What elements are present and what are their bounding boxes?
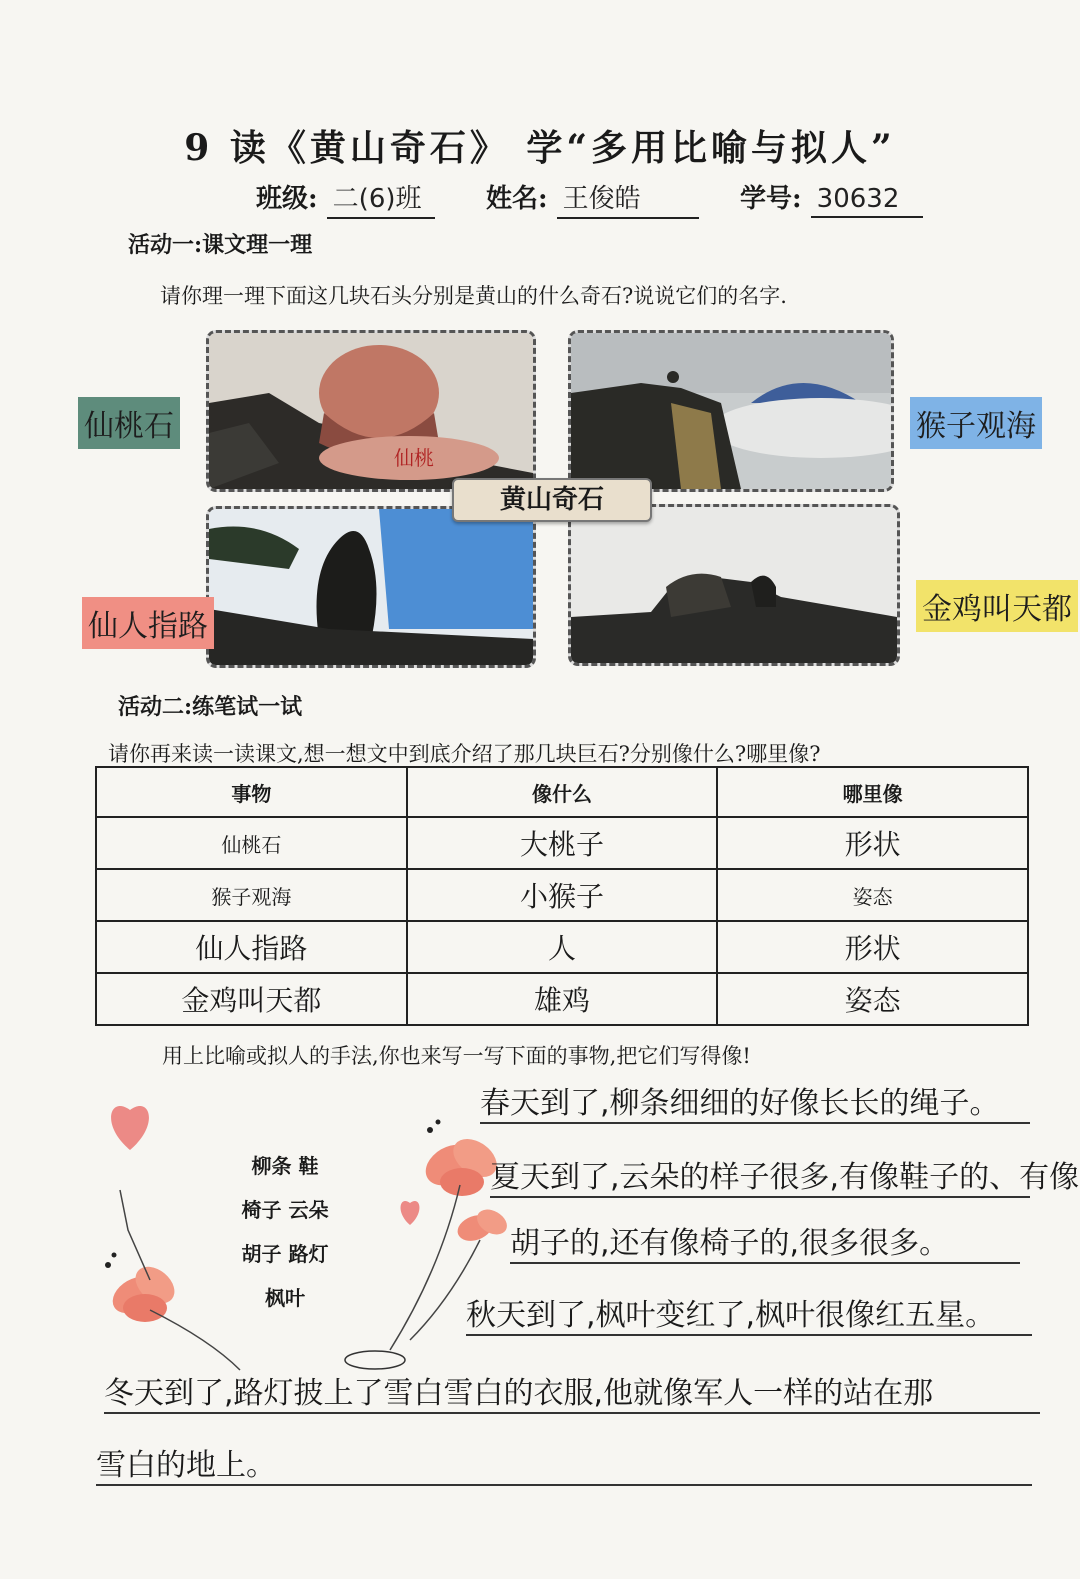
flower-icon: [106, 1259, 181, 1322]
class-value: 二(6)班: [327, 178, 435, 219]
word-bank: [220, 1144, 350, 1320]
name-label: 姓名:: [486, 184, 548, 214]
stone-label-rooster: 金鸡叫天都: [916, 580, 1078, 632]
table-cell: 人: [407, 921, 718, 973]
name-field: [486, 178, 699, 219]
answer-line-winter-2: 雪白的地上。: [96, 1440, 1032, 1486]
name-value: 王俊皓: [557, 178, 699, 219]
heart-icon: [111, 1106, 149, 1150]
stone-label-peach: 仙桃石: [78, 397, 180, 449]
id-field: [740, 178, 923, 218]
table-row: [96, 817, 1028, 869]
activity2-prompt: 请你再来读一读课文,想一想文中到底介绍了那几块巨石?分别像什么?哪里像?: [108, 742, 821, 766]
answer-line-winter-1: 冬天到了,路灯披上了雪白雪白的衣服,他就像军人一样的站在那: [104, 1368, 1040, 1414]
activity2-heading: 活动二:练笔试一试: [118, 694, 303, 720]
class-field: [256, 178, 435, 219]
table-cell: 形状: [717, 921, 1028, 973]
table-cell: 大桃子: [407, 817, 718, 869]
photo-immortal-pointing: [206, 506, 536, 668]
table-header-row: [96, 767, 1028, 817]
stones-table: [95, 766, 1029, 1026]
leaf-icon: [345, 1351, 405, 1369]
table-cell: 猴子观海: [96, 869, 407, 921]
word-bank-row: 胡子 路灯: [241, 1242, 329, 1266]
table-cell: 形状: [717, 817, 1028, 869]
heart-icon: [401, 1201, 420, 1225]
class-label: 班级:: [256, 184, 318, 214]
answer-line-summer-1: 夏天到了,云朵的样子很多,有像鞋子的、有像: [490, 1152, 1030, 1198]
center-badge: 黄山奇石: [452, 478, 652, 522]
activity1-prompt: 请你理一理下面这几块石头分别是黄山的什么奇石?说说它们的名字.: [160, 284, 787, 308]
table-cell: 姿态: [717, 869, 1028, 921]
table-cell: 雄鸡: [407, 973, 718, 1025]
answer-line-spring: 春天到了,柳条细细的好像长长的绳子。: [480, 1078, 1030, 1124]
peach-carving-text: 仙桃: [394, 446, 434, 470]
stone-label-monkey: 猴子观海: [910, 397, 1042, 449]
table-header-cell: 像什么: [407, 767, 718, 817]
table-header-cell: 事物: [96, 767, 407, 817]
table-cell: 金鸡叫天都: [96, 973, 407, 1025]
writing-prompt: 用上比喻或拟人的手法,你也来写一写下面的事物,把它们写得像!: [162, 1044, 751, 1068]
photo-golden-rooster: [568, 504, 900, 666]
id-label: 学号:: [740, 184, 802, 214]
table-header-cell: 哪里像: [717, 767, 1028, 817]
word-bank-row: 椅子 云朵: [241, 1198, 329, 1222]
id-value: 30632: [811, 184, 923, 218]
photo-peach-rock: [206, 330, 536, 492]
table-row: [96, 921, 1028, 973]
table-cell: 仙桃石: [96, 817, 407, 869]
stone-label-immortal: 仙人指路: [82, 597, 214, 649]
activity1-heading: 活动一:课文理一理: [128, 232, 313, 258]
table-row: [96, 973, 1028, 1025]
word-bank-row: 枫叶: [265, 1286, 305, 1310]
table-cell: 仙人指路: [96, 921, 407, 973]
worksheet-title: 9 读《黄山奇石》 学“多用比喻与拟人”: [184, 127, 896, 169]
answer-line-summer-2: 胡子的,还有像椅子的,很多很多。: [510, 1218, 1020, 1264]
answer-line-autumn: 秋天到了,枫叶变红了,枫叶很像红五星。: [466, 1290, 1032, 1336]
flower-icon: [454, 1204, 511, 1245]
table-cell: 小猴子: [407, 869, 718, 921]
photo-monkey-sea: [568, 330, 894, 492]
word-bank-row: 柳条 鞋: [251, 1154, 319, 1178]
table-row: [96, 869, 1028, 921]
table-cell: 姿态: [717, 973, 1028, 1025]
